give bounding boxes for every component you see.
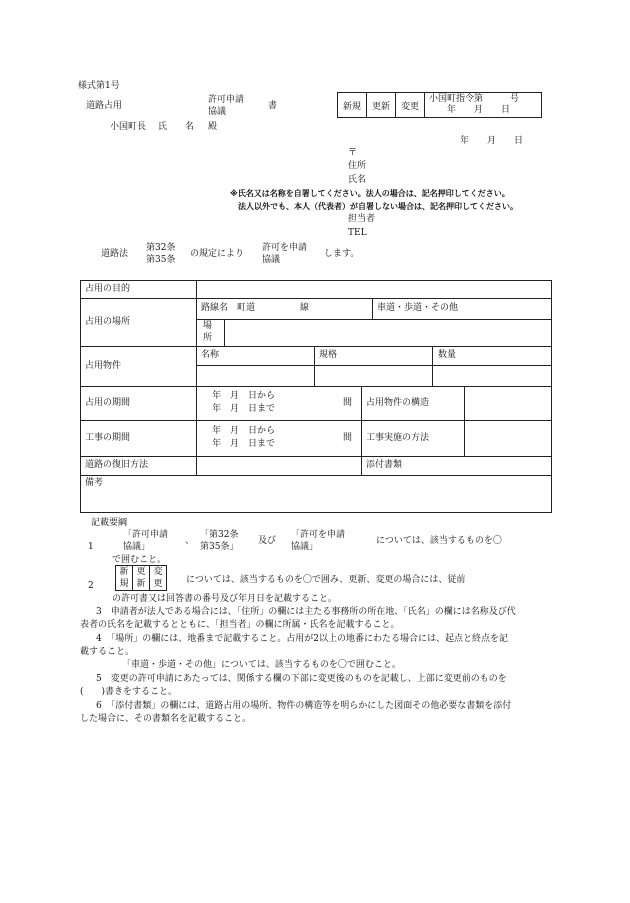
route-name: 路線名 町道 線 (201, 303, 310, 313)
note-1-sep: 、 (185, 536, 195, 546)
addressee-mayor: 小国町長 (110, 122, 147, 132)
notes-title: 記載要綱 (91, 518, 128, 528)
note-2-new: 新 規 (116, 566, 133, 591)
designation-date: 年 月 日 (447, 105, 511, 115)
place-label-1: 場 (203, 321, 213, 331)
type-change[interactable]: 変更 (396, 93, 425, 118)
postal-mark: 〒 (348, 148, 358, 158)
note-2-number: 2 (88, 581, 94, 591)
note-4-line-3: 「車道・歩道・その他」については、該当するものを〇で囲むこと。 (122, 660, 401, 670)
period-to: 年 月 日まで (212, 404, 276, 414)
form-id: 様式第1号 (78, 81, 120, 91)
statement-provision: の規定により (190, 249, 245, 259)
restore-label: 道路の復旧方法 (85, 460, 149, 470)
type-renew[interactable]: 更新 (367, 93, 396, 118)
note-5-line-1: 5 変更の許可申請にあたっては、関係する欄の下部に変更後のものを記載し、上部に変更前のものを (96, 674, 507, 684)
col-qty: 数量 (438, 350, 457, 360)
addressee-name-label: 氏 名 (158, 122, 195, 132)
statement-art35: 第35条 (146, 255, 176, 265)
note-5-line-2: ( )書きをすること。 (80, 687, 178, 697)
note-1-b2: 第35条」 (200, 542, 239, 552)
remarks-label: 備考 (85, 478, 104, 488)
note-1-b1: 「第32条 (200, 530, 239, 540)
note-4-line-1: 4 「場所」の欄には、地番まで記載すること。占用が2以上の地番にわたる場合には、起点と終点を記 (96, 634, 508, 644)
note-2-text: については、該当するものを〇で囲み、更新、変更の場合には、従前 (186, 575, 466, 585)
statement-law: 道路法 (101, 249, 129, 259)
work-method-label: 工事実施の方法 (366, 433, 430, 443)
note-1-and: 及び (258, 536, 277, 546)
note-3-line-1: 3 申請者が法人である場合には、「住所」の欄には主たる事務所の所在地、「氏名」の欄には名称及び代 (96, 607, 516, 617)
tel-label: TEL (348, 228, 367, 238)
col-name: 名称 (201, 350, 220, 360)
type-new[interactable]: 新規 (338, 93, 367, 118)
note-2-type-table (115, 565, 167, 591)
statement-suffix: します。 (324, 249, 360, 259)
work-between: 間 (343, 433, 353, 443)
statement-art32: 第32条 (146, 243, 176, 253)
title-permit-apply: 許可申請 (208, 95, 245, 105)
application-date: 年 月 日 (460, 136, 524, 146)
work-period-label: 工事の期間 (85, 433, 131, 443)
work-to: 年 月 日まで (212, 439, 276, 449)
name-label: 氏名 (348, 175, 367, 185)
application-type-table (337, 92, 542, 118)
place-label-2: 所 (203, 333, 213, 343)
note-1-a1: 「許可申請 (123, 530, 169, 540)
note-4-line-2: 載すること。 (80, 647, 135, 657)
note-1-a2: 協議」 (123, 542, 151, 552)
note-1-text: については、該当するものを〇 (376, 536, 502, 546)
note-1-c1: 「許可を申請 (291, 530, 346, 540)
work-from: 年 月 日から (212, 426, 276, 436)
designation-cell (425, 93, 542, 118)
note-1-cont: で囲むこと。 (112, 555, 167, 565)
note-3-line-2: 表者の氏名を記載するとともに、「担当者」の欄に所属・氏名を記載すること。 (80, 620, 400, 630)
statement-consult: 協議 (262, 255, 281, 265)
road-type: 車道・歩道・その他 (377, 303, 459, 313)
title-doc-suffix: 書 (268, 101, 278, 111)
address-label: 住所 (348, 161, 367, 171)
note-6-line-1: 6 「添付書類」の欄には、道路占用の場所、物件の構造等を明らかにした図面その他必要な書類を添付 (96, 701, 512, 711)
attached-label: 添付書類 (366, 460, 403, 470)
period-from: 年 月 日から (212, 391, 276, 401)
addressee-honorific: 殿 (208, 122, 218, 132)
period-between: 間 (343, 398, 353, 408)
objects-label: 占用物件 (85, 361, 122, 371)
note-1-c2: 協議」 (291, 542, 319, 552)
note-2-cont: の許可書又は回答書の番号及び年月日を記載すること。 (112, 594, 338, 604)
signature-note-2: 法人以外でも、本人（代表者）が自署しない場合は、記名押印してください。 (238, 202, 518, 211)
title-road-use: 道路占用 (86, 101, 123, 111)
main-form (80, 280, 552, 513)
note-2-change: 変 更 (150, 566, 167, 591)
structure-label: 占用物件の構造 (366, 398, 430, 408)
statement-permit-apply: 許可を申請 (262, 243, 308, 253)
designation-number: 小国町指令第 号 (429, 94, 520, 104)
purpose-label: 占用の目的 (85, 284, 131, 294)
note-1-number: 1 (88, 542, 94, 552)
note-2-renew: 更 新 (133, 566, 150, 591)
signature-note-1: ※氏名又は名称を自署してください。法人の場合は、記名押印してください。 (230, 189, 510, 198)
col-spec: 規格 (319, 350, 338, 360)
period-label: 占用の期間 (85, 398, 131, 408)
location-label: 占用の場所 (85, 317, 131, 327)
contact-label: 担当者 (348, 214, 376, 224)
note-6-line-2: した場合に、その書類名を記載すること。 (80, 714, 252, 724)
title-consult: 協議 (208, 107, 227, 117)
